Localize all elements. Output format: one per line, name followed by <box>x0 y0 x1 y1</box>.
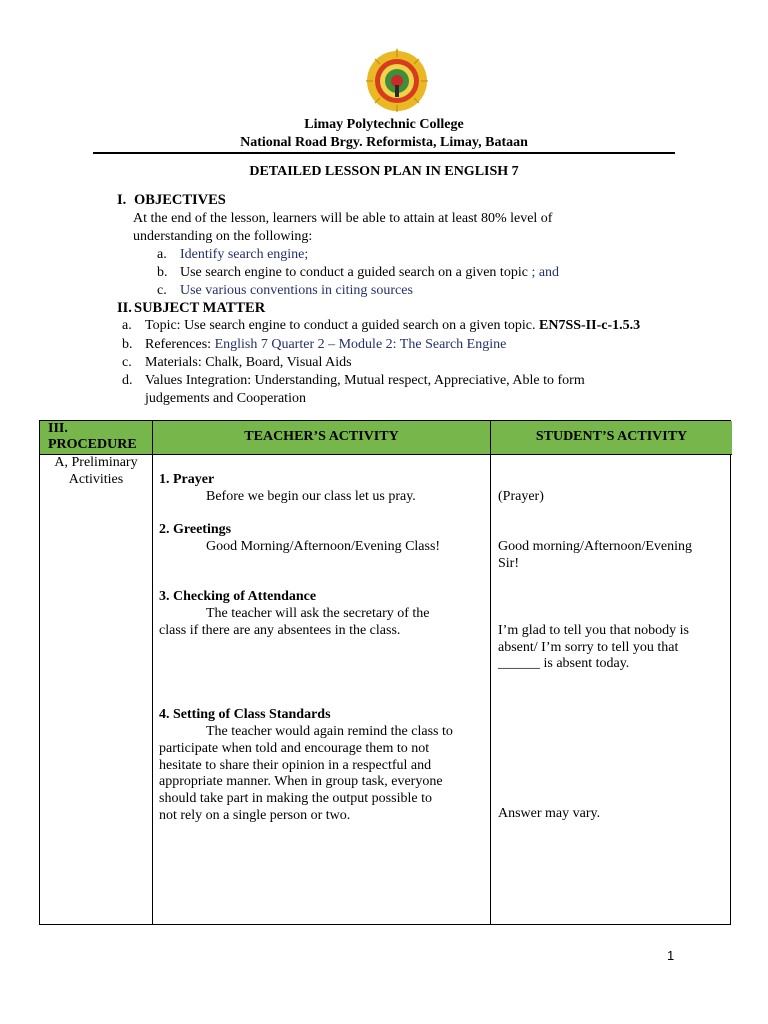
references-text: English 7 Quarter 2 – Module 2: The Search Engine <box>214 337 507 352</box>
teacher-line: The teacher would again remind the class to <box>206 724 453 739</box>
procedure-table <box>39 420 731 925</box>
teacher-line: not rely on a single person or two. <box>159 808 351 823</box>
procedure-header-label: PROCEDURE <box>48 437 137 452</box>
page-number: 1 <box>667 948 675 963</box>
student-line: (Prayer) <box>498 489 544 504</box>
subject-matter-heading <box>117 300 266 317</box>
procedure-header-number: III. <box>48 421 68 436</box>
step-title: 2. Greetings <box>159 522 232 537</box>
teacher-line: hesitate to share their opinion in a respectful and <box>159 758 432 773</box>
topic-text: Topic: Use search engine to conduct a guided search on a given topic. <box>145 318 536 333</box>
objective-text: Use search engine to conduct a guided search on a given topic <box>180 265 528 280</box>
procedure-label <box>40 455 152 489</box>
list-marker: d. <box>122 373 133 388</box>
teacher-line: Before we begin our class let us pray. <box>206 489 416 504</box>
list-marker: c. <box>122 355 132 370</box>
student-line: Answer may vary. <box>498 806 601 821</box>
student-line: Sir! <box>498 556 519 571</box>
student-line: ______ is absent today. <box>498 656 630 671</box>
teacher-line: Good Morning/Afternoon/Evening Class! <box>206 539 441 554</box>
teacher-line: participate when told and encourage them to not <box>159 741 430 756</box>
step-title: 3. Checking of Attendance <box>159 589 317 604</box>
student-line: I’m glad to tell you that nobody is <box>498 623 689 638</box>
list-marker: b. <box>157 265 168 280</box>
materials-text: Materials: Chalk, Board, Visual Aids <box>145 355 352 370</box>
procedure-label-line2: Activities <box>68 471 124 487</box>
document-title: DETAILED LESSON PLAN IN ENGLISH 7 <box>249 164 519 179</box>
column-divider <box>152 455 153 925</box>
objectives-number: I. <box>117 192 127 208</box>
objectives-title: OBJECTIVES <box>134 192 226 208</box>
references-label: References: <box>145 337 215 352</box>
header-divider <box>93 152 675 154</box>
teacher-activity-header: TEACHER’S ACTIVITY <box>153 421 491 455</box>
student-line: absent/ I’m sorry to tell you that <box>498 640 679 655</box>
college-seal-icon <box>361 48 433 114</box>
values-text-continued: judgements and Cooperation <box>145 391 306 406</box>
teacher-line: class if there are any absentees in the class. <box>159 623 401 638</box>
objectives-heading <box>117 192 226 209</box>
subject-matter-title: SUBJECT MATTER <box>134 300 266 316</box>
list-marker: a. <box>122 318 132 333</box>
objective-text: Identify search engine; <box>180 247 309 262</box>
college-name: Limay Polytechnic College <box>304 117 464 132</box>
objectives-intro-line2: understanding on the following: <box>133 229 313 244</box>
objectives-intro-line1: At the end of the lesson, learners will be able to attain at least 80% level of <box>133 211 553 226</box>
student-activity-header: STUDENT’S ACTIVITY <box>491 421 732 455</box>
step-title: 4. Setting of Class Standards <box>159 707 331 722</box>
procedure-label-line1: A, Preliminary <box>54 455 138 470</box>
objective-text: Use various conventions in citing sources <box>180 283 413 298</box>
list-marker: c. <box>157 283 167 298</box>
competency-code: EN7SS-II-c-1.5.3 <box>539 318 641 333</box>
objective-suffix: ; and <box>527 265 560 280</box>
teacher-line: should take part in making the output possible to <box>159 791 432 806</box>
student-line: Good morning/Afternoon/Evening <box>498 539 693 554</box>
subject-matter-number: II. <box>117 300 132 316</box>
values-text: Values Integration: Understanding, Mutual respect, Appreciative, Able to form <box>145 373 585 388</box>
college-address: National Road Brgy. Reformista, Limay, Bataan <box>240 135 528 150</box>
step-title: 1. Prayer <box>159 472 215 487</box>
list-marker: b. <box>122 337 133 352</box>
list-marker: a. <box>157 247 167 262</box>
teacher-line: appropriate manner. When in group task, everyone <box>159 774 443 789</box>
teacher-line: The teacher will ask the secretary of the <box>206 606 430 621</box>
procedure-header <box>40 421 153 455</box>
column-divider <box>490 455 491 925</box>
